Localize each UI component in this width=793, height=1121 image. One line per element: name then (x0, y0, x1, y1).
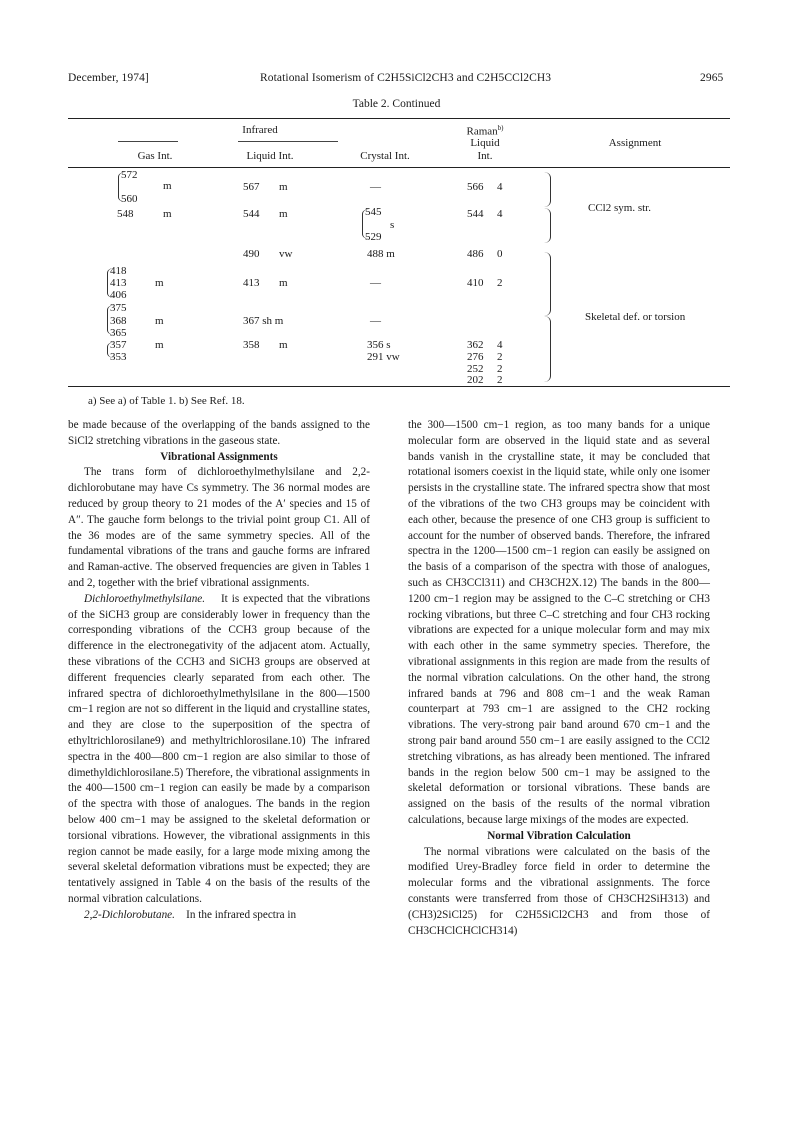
table-cell: 4 (497, 181, 503, 193)
table-cell: 548 (117, 208, 134, 220)
table-cell: 2 (497, 374, 503, 386)
table-cell: 0 (497, 248, 503, 260)
assignment-brace (544, 316, 551, 382)
table-cell: — (370, 181, 381, 193)
infrared-span-line-right (318, 141, 338, 142)
infrared-span-line-left (118, 141, 178, 142)
table-cell: — (370, 277, 381, 289)
table-cell: s (390, 219, 395, 231)
table-cell: 276 (467, 351, 484, 363)
table-cell: 2 (497, 351, 503, 363)
table-cell: 356 s (367, 339, 391, 351)
table-cell: 2 (497, 277, 503, 289)
table-cell: 545 (365, 206, 382, 218)
header-raman-int: Int. (477, 150, 493, 162)
header-raman-liquid: Liquid (470, 137, 500, 149)
table-cell: 357 (110, 339, 127, 351)
table-top-rule (68, 118, 730, 119)
table-bottom-rule (68, 386, 730, 387)
header-raman: Raman$^{b)}$ (466, 124, 504, 138)
header-liquid: Liquid Int. (246, 150, 294, 162)
table-cell: m (155, 315, 164, 327)
section-heading: Normal Vibration Calculation (487, 829, 631, 842)
header-infrared: Infrared (242, 124, 278, 136)
table-cell: 490 (243, 248, 260, 260)
header-gas: Gas Int. (137, 150, 173, 162)
running-header-title: Rotational Isomerism of C2H5SiCl2CH3 and C2H5CCl2CH3 (260, 72, 552, 84)
header-crystal: Crystal Int. (360, 150, 410, 162)
table-cell: 566 (467, 181, 484, 193)
table-cell: 413 (243, 277, 260, 289)
right-column (408, 418, 710, 939)
table-cell: 202 (467, 374, 484, 386)
table-cell: 418 (110, 265, 127, 277)
paragraph: The normal vibrations were calculated on the basis of the modified Urey-Bradley force field in order to determine the molecular forms and the vibrational assignments. The force constants were transferred from those of CH3CH2SiH313) and (CH3)2SiCl25) for C2H5SiCl2CH3 and from those of CH3CHClCHClCH314) (408, 845, 710, 937)
table-cell: 529 (365, 231, 382, 243)
table-cell: m (279, 277, 288, 289)
assignment-label: CCl2 sym. str. (588, 202, 651, 214)
table-cell: m (155, 339, 164, 351)
assignment-brace (544, 172, 551, 207)
table-cell: vw (279, 248, 293, 260)
table-cell: 291 vw (367, 351, 400, 363)
table-cell: m (279, 181, 288, 193)
header-assignment: Assignment (608, 137, 662, 149)
table-cell: 365 (110, 327, 127, 339)
table-cell: m (279, 208, 288, 220)
assignment-label: Skeletal def. or torsion (585, 311, 686, 323)
table-cell: — (370, 315, 381, 327)
table-cell: 406 (110, 289, 127, 301)
table-cell: 410 (467, 277, 484, 289)
table-footnote: a) See a) of Table 1. b) See Ref. 18. (88, 395, 245, 407)
paragraph: the 300—1500 cm−1 region, as too many bands for a unique molecular form are observed in the liquid state and as several bands vanish in the crystalline state, it may be concluded that rotational isomers coexist in the liquid state, while only one isomer persists in the crystalline state. The infrared spectra show that most of the vibrations of the two CH3 groups may be coincident with each other, because the presence of one CH3 group is sufficient to account for the number of observed bands. Therefore, the infrared spectra in the 1200—1500 cm−1 region can easily be assigned on the basis of a comparison of the spectra with those of analogues, such as CH3CCl311) and CH3CH2X.12) The bands in the 800—1200 cm−1 region may be assigned to the C–C stretching or CH3 rocking vibrations, but three C–C stretching and four CH3 rocking vibrations are expected for a unique molecular form and may mix with each other in the same symmetry species. Therefore, the vibrational assignments in this region are made from the results of the normal vibration calculations. On the other hand, the strong infrared bands at 796 and 808 cm−1 and the weak Raman counterpart at 793 cm−1 are assigned to the CH2 rocking vibrations. The very-strong pair band around 670 cm−1 and the strong pair band around 550 cm−1 are easily assigned to the CCl2 stretching vibrations, as has already been mentioned. The infrared bands in the region below 500 cm−1 may be assigned to the skeletal deformation or torsional vibrations. These bands are assigned on the basis of the results of the normal vibration calculations, because large mixings of the modes are expected. (408, 419, 710, 826)
table-cell: m (279, 339, 288, 351)
table-cell: 4 (497, 208, 503, 220)
table-cell: 544 (467, 208, 484, 220)
table-cell: 560 (121, 193, 138, 205)
table-cell: 567 (243, 181, 260, 193)
table-cell: 375 (110, 302, 127, 314)
table-cell: 362 (467, 339, 484, 351)
table-cell: m (155, 277, 164, 289)
table-cell: m (163, 180, 172, 192)
table-cell: 368 (110, 315, 127, 327)
table-cell: 4 (497, 339, 503, 351)
table-header-rule (68, 167, 730, 168)
table-cell: 486 (467, 248, 484, 260)
page-number: 2965 (700, 72, 724, 84)
table-cell: 353 (110, 351, 127, 363)
paragraph: Dichloroethylmethylsilane. It is expected that the vibrations of the SiCH3 group are considerably lower in frequency than the corresponding vibrations of the CCH3 group because of the difference in the electronegativity of the adjacent atom. Actually, these vibrations of the CCH3 and SiCH3 groups are observed at different frequencies clearly separated from each other. The infrared spectra of dichloroethylmethylsilane in the 800—1500 cm−1 region are not so different in the liquid and crystalline states, and they are close to the superposition of the spectra of ethyltrichlorosilane9) and methyltrichlorosilane.10) The infrared spectra in the 400—800 cm−1 region are also similar to those of dimethyldichlorosilane.5) Therefore, the vibrational assignments in the 400—1500 cm−1 region can easily be made by a comparison of the spectra with those of analogues. The bands in the region below 400 cm−1 may be assigned to the skeletal deformation or torsional vibrations. However, the vibrational assignments in this region cannot be made easily, for a large mode mixing among the several skeletal deformation vibrations must be expected; they are tentatively assigned in Table 4 on the basis of the results of the normal vibration calculations. (68, 592, 370, 905)
table-cell: 252 (467, 363, 484, 375)
table-cell: 2 (497, 363, 503, 375)
table-cell: 544 (243, 208, 260, 220)
assignment-brace (544, 208, 551, 243)
paragraph: 2,2-Dichlorobutane. In the infrared spectra in (84, 908, 297, 921)
assignment-brace (544, 252, 551, 316)
table-caption: Table 2. Continued (352, 98, 441, 110)
table-cell: 413 (110, 277, 127, 289)
running-header-left: December, 1974] (68, 72, 149, 84)
table-cell: 488 m (367, 248, 395, 260)
table-cell: m (163, 208, 172, 220)
paragraph: The trans form of dichloroethylmethylsilane and 2,2-dichlorobutane may have Cs symmetry. The 36 normal modes are reduced by group theory to 21 modes of the A′ species and 15 of A″. The gauche form belongs to the trivial point group C1. All of the 36 modes are of the same symmetry species. All of the fundamental vibrations of the trans and gauche forms are infrared and Raman-active. The observed frequencies are given in Tables 1 and 2, together with the brief vibrational assignments. (68, 466, 370, 589)
table-cell: 367 sh m (243, 315, 284, 327)
section-heading: Vibrational Assignments (160, 450, 278, 463)
table-cell: 358 (243, 339, 260, 351)
left-column (68, 418, 370, 924)
table-cell: 572 (121, 169, 138, 181)
paragraph: be made because of the overlapping of the bands assigned to the SiCl2 stretching vibrations in the gaseous state. (68, 419, 370, 447)
